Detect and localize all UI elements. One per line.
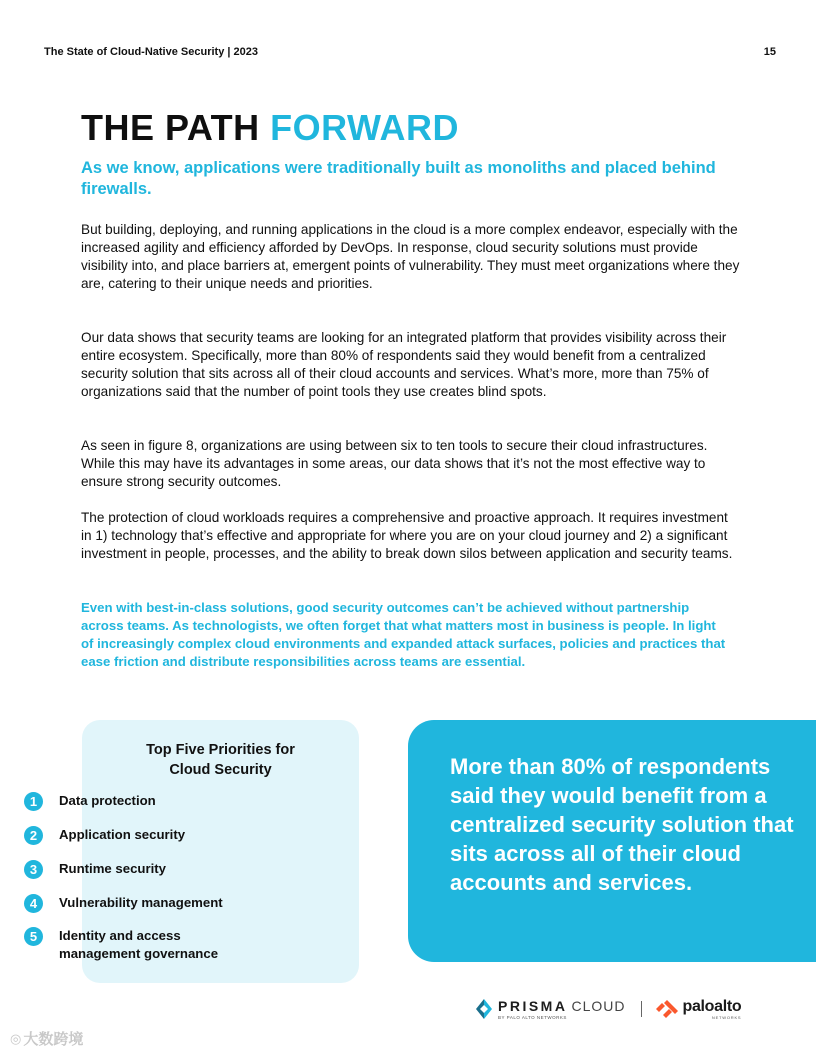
priority-label: Identity and access management governance (59, 928, 219, 961)
priority-item (24, 792, 259, 811)
priorities-title-line1: Top Five Priorities for (146, 742, 295, 758)
page-title-part1: THE PATH (81, 107, 260, 148)
paloalto-networks-label: NETWORKS (711, 1014, 742, 1020)
page-title (81, 108, 459, 148)
prisma-wordmark: PRISMA (498, 998, 568, 1014)
body-paragraph: As seen in figure 8, organizations are using between six to ten tools to secure their cloud infrastructures. While this may have its advantages in some areas, our data shows that it’s not the most effective way to ensure strong security outcomes. (81, 438, 708, 489)
priorities-title-line2: Cloud Security (169, 762, 272, 778)
lead-paragraph: As we know, applications were traditionally built as monoliths and placed behind firewalls. (81, 159, 716, 198)
body-paragraph: But building, deploying, and running applications in the cloud is a more complex endeavor, especially with the increased agility and efficiency afforded by DevOps. In response, cloud security solutions must provide visibility into, and place barriers at, emergent points of vulnerability. They must meet organizations where they are, catering to their unique needs and priorities. (81, 222, 740, 291)
priority-item (24, 826, 259, 845)
prisma-logo-icon (476, 999, 492, 1019)
watermark-icon: ◎ (10, 1030, 22, 1046)
prisma-cloud-logo (476, 998, 625, 1020)
body-paragraph: The protection of cloud workloads requires a comprehensive and proactive approach. It requires investment in 1) technology that’s effective and appropriate for where you are on your cloud journey and 2) a significant investment in people, processes, and the ability to break down silos between application and security teams. (81, 510, 733, 561)
highlight-card (408, 720, 816, 962)
callout-paragraph: Even with best-in-class solutions, good security outcomes can’t be achieved without partnership across teams. As technologists, we often forget that what matters most in business is people. In light of increasingly complex cloud environments and expanded attack surfaces, policies and practices that ease friction and distribute responsibilities across teams are essential. (81, 600, 726, 669)
number-5-icon: 5 (24, 927, 43, 946)
cloud-wordmark: CLOUD (571, 998, 626, 1014)
page-title-part2: FORWARD (270, 107, 459, 148)
body-paragraph: Our data shows that security teams are looking for an integrated platform that provides visibility across their entire ecosystem. Specifically, more than 80% of respondents said they would benefit from a centralized security solution that sits across all of their cloud accounts and services. What’s more, more than 75% of organizations said that the number of point tools they use creates blind spots. (81, 330, 727, 399)
watermark (10, 1028, 83, 1049)
number-3-icon: 3 (24, 860, 43, 879)
page-number: 15 (763, 46, 776, 58)
priorities-title (82, 740, 359, 780)
logo-divider (641, 1001, 642, 1017)
paloalto-wordmark: paloalto (682, 997, 742, 1015)
priority-label: Vulnerability management (59, 895, 223, 910)
footer-logos (476, 994, 786, 1024)
paloalto-logo (656, 999, 741, 1020)
watermark-text: 大数跨境 (23, 1031, 84, 1048)
highlight-text: More than 80% of respondents said they would benefit from a centralized security solution that sits across all of their cloud accounts and services. (450, 754, 794, 895)
priority-item (24, 927, 259, 963)
priority-item (24, 860, 259, 879)
prisma-byline: BY PALO ALTO NETWORKS (498, 1015, 567, 1020)
number-2-icon: 2 (24, 826, 43, 845)
number-4-icon: 4 (24, 894, 43, 913)
paloalto-mark-icon (656, 1000, 678, 1018)
report-title: The State of Cloud-Native Security | 2023 (44, 46, 258, 58)
priority-label: Application security (59, 827, 186, 842)
priority-label: Runtime security (59, 861, 166, 876)
priority-item (24, 894, 259, 913)
number-1-icon: 1 (24, 792, 43, 811)
priority-label: Data protection (59, 793, 156, 808)
